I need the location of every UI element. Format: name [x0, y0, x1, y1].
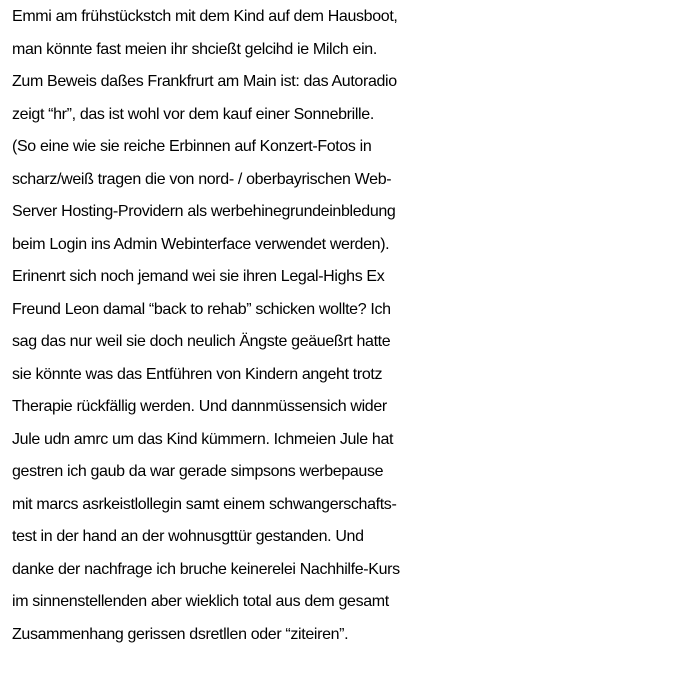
text-line: Freund Leon damal “back to rehab” schicken wollte? Ich — [12, 300, 391, 318]
text-line: man könnte fast meien ihr shcießt gelcihd ie Milch ein. — [12, 40, 377, 58]
text-line: scharz/weiß tragen die von nord- / oberbayrischen Web- — [12, 170, 392, 188]
text-line: danke der nachfrage ich bruche keinerelei Nachhilfe-Kurs — [12, 560, 400, 578]
text-line: beim Login ins Admin Webinterface verwendet werden). — [12, 235, 390, 253]
text-line: Therapie rückfällig werden. Und dannmüssensich wider — [12, 398, 387, 415]
text-line: test in der hand an der wohnusgttür gestanden. Und — [12, 528, 364, 545]
text-line: sag das nur weil sie doch neulich Ängste geäueßrt hatte — [12, 333, 391, 350]
text-line: im sinnenstellenden aber wieklich total aus dem gesamt — [12, 593, 389, 610]
text-line: mit marcs asrkeistlollegin samt einem schwangerschafts- — [12, 495, 397, 513]
text-line: gestren ich gaub da war gerade simpsons werbepause — [12, 463, 384, 480]
text-line: Zusammenhang gerissen dsretllen oder “ziteiren”. — [12, 625, 349, 643]
text-line: Erinenrt sich noch jemand wei sie ihren Legal-Highs Ex — [12, 268, 385, 285]
text-line: sie könnte was das Entführen von Kindern angeht trotz — [12, 365, 383, 383]
text-line: Emmi am frühstückstch mit dem Kind auf dem Hausboot, — [12, 8, 398, 25]
text-line: Jule udn amrc um das Kind kümmern. Ichmeien Jule hat — [12, 430, 394, 448]
text-line: zeigt “hr”, das ist wohl vor dem kauf einer Sonnebrille. — [12, 105, 374, 123]
text-line: Zum Beweis daßes Frankfrurt am Main ist: das Autoradio — [12, 73, 397, 90]
paragraph — [12, 1, 684, 651]
text-line: (So eine wie sie reiche Erbinnen auf Konzert-Fotos in — [12, 138, 372, 155]
text-line: Server Hosting-Providern als werbehinegrundeinbledung — [12, 203, 396, 220]
